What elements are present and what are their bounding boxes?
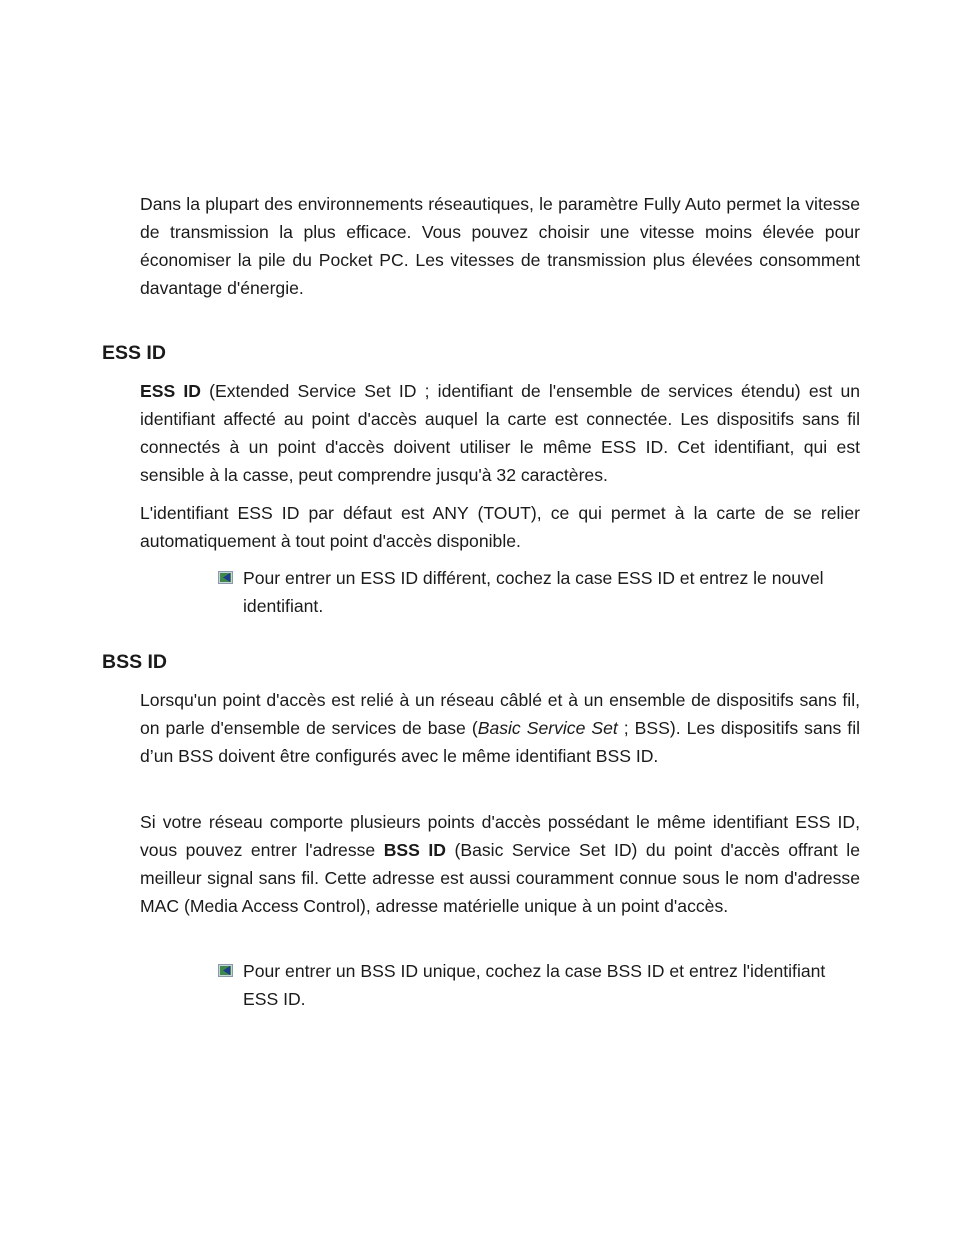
bullet-arrow-icon [218,964,233,977]
intro-text: Dans la plupart des environnements réseautiques, le paramètre Fully Auto permet la vitesse de transmission la plus efficace. Vous pouvez choisir une vitesse moins élevée pour économiser la pile du Pocket PC. Les vitesses de transmission plus élevées consomment davantage d'énergie. [140,194,860,298]
bss-id-bullet [218,957,838,1013]
ess-id-definition: (Extended Service Set ID ; identifiant de l'ensemble de services étendu) est un identifiant affecté au point d'accès auquel la carte est connectée. Les dispositifs sans fil connectés à un point d'accès doivent utiliser le même ESS ID. Cet identifiant, qui est sensible à la casse, peut comprendre jusqu'à 32 caractères. [140,381,861,485]
intro-paragraph [140,190,860,302]
ess-id-paragraph-1 [140,377,860,489]
ess-id-bullet-text: Pour entrer un ESS ID différent, cochez la case ESS ID et entrez le nouvel identifiant. [243,568,824,616]
bss-id-p1-end: ; BSS). Les dispositifs sans fil d’un BSS doivent être configurés avec le même identifiant BSS ID. [140,718,861,766]
ess-id-paragraph-2 [140,499,860,555]
bss-id-p2-start: Si votre réseau comporte plusieurs points d'accès possédant le même identifiant ESS ID, vous pouvez entrer l'adresse [140,812,860,860]
bss-id-bullet-text: Pour entrer un BSS ID unique, cochez la case BSS ID et entrez l'identifiant ESS ID. [243,961,826,1009]
ess-id-default-text: L'identifiant ESS ID par défaut est ANY (TOUT), ce qui permet à la carte de se relier automatiquement à tout point d'accès disponible. [140,503,860,551]
bss-id-term: BSS ID [383,840,446,860]
bullet-arrow-icon [218,571,233,584]
ess-id-heading: ESS ID [102,342,166,364]
bss-id-paragraph-1 [140,686,860,770]
bss-id-p2-end: (Basic Service Set ID) du point d'accès offrant le meilleur signal sans fil. Cette adresse est aussi couramment connue sous le nom d'adresse MAC (Media Access Control), adresse matérielle unique à un point d'accès. [140,840,860,916]
bss-id-p1-start: Lorsqu'un point d'accès est relié à un réseau câblé et à un ensemble de dispositifs sans fil, on parle d'ensemble de services de base ( [140,690,860,738]
ess-id-bullet [218,564,838,620]
bss-id-italic-term: Basic Service Set [477,718,618,738]
ess-id-term: ESS ID [140,381,201,401]
bss-id-paragraph-2 [140,808,860,920]
bss-id-heading: BSS ID [102,651,168,673]
